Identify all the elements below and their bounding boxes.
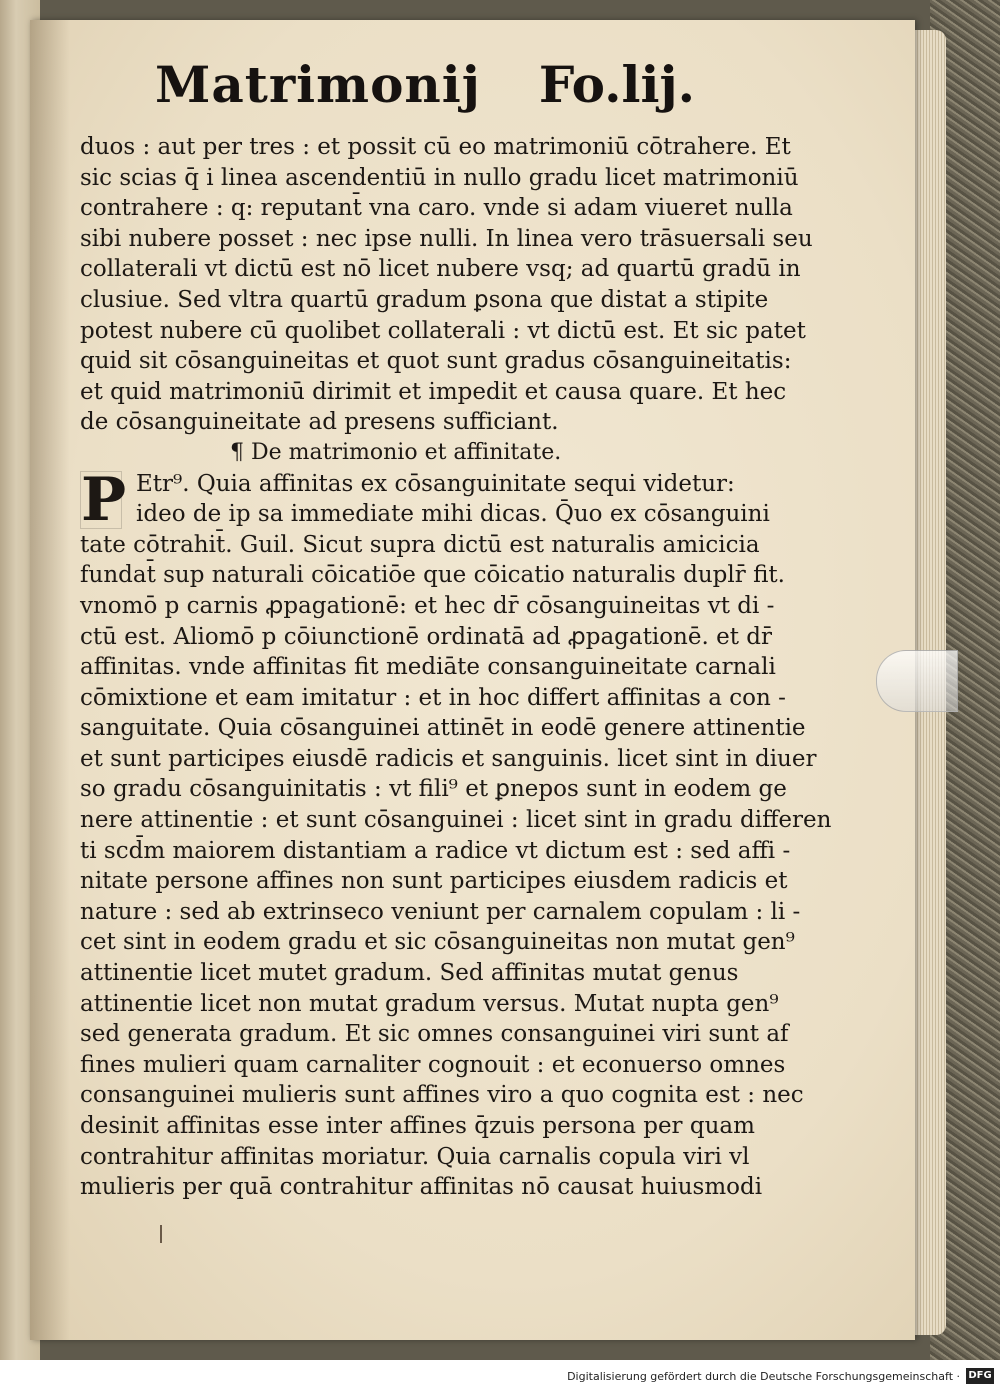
text-line: affinitas. vnde affinitas fit mediāte consanguineitate carnali — [80, 654, 776, 681]
text-line: attinentie licet non mutat gradum versus. Mutat nupta gen⁹ — [80, 990, 779, 1017]
text-line: potest nubere cū quolibet collaterali : vt dictū est. Et sic patet — [80, 317, 806, 344]
text-line: tate cōtrahit̄. Guil. Sicut supra dictū est naturalis amicicia — [80, 531, 760, 558]
text-line: contrahitur affinitas moriatur. Quia carnalis copula viri vl — [80, 1143, 750, 1170]
text-line: et quid matrimoniū dirimit et impedit et causa quare. Et hec — [80, 378, 787, 405]
text-line: cet sint in eodem gradu et sic cōsanguineitas non mutat gen⁹ — [80, 929, 795, 956]
text-line: de cōsanguineitate ad presens sufficiant. — [80, 409, 559, 436]
section-heading: ¶ De matrimonio et affinitate. — [230, 439, 562, 465]
folio-number: Fo.lij. — [538, 55, 695, 114]
dfg-logo: DFG — [966, 1368, 994, 1384]
initial-paragraph — [80, 464, 770, 535]
text-line: sic scias q̄ i linea ascendentiū in nullo gradu licet matrimoniū — [80, 164, 799, 191]
text-line: mulieris per quā contrahitur affinitas nō causat huiusmodi — [80, 1174, 763, 1201]
text-line: clusiue. Sed vltra quartū gradum ꝑsona que distat a stipite — [80, 286, 769, 313]
text-line: ctū est. Aliomō p cōiunctionē ordinatā ad ꝓpagationē. et dr̄ — [80, 623, 772, 650]
running-header — [155, 55, 695, 125]
text-line: duos : aut per tres : et possit cū eo matrimoniū cōtrahere. Et — [80, 134, 791, 160]
text-line: nature : sed ab extrinseco veniunt per carnalem copulam : li - — [80, 898, 801, 925]
drop-cap: P — [81, 464, 127, 535]
page-mark — [160, 1225, 162, 1243]
digitization-footer — [0, 1368, 1000, 1388]
text-line: fines mulieri quam carnaliter cognouit : et econuerso omnes — [80, 1051, 786, 1078]
text-line: fundat̄ sup naturali cōicatiōe que cōicatio naturalis duplr̄ fit. — [80, 562, 785, 589]
page-gutter — [30, 20, 70, 1340]
text-line: sanguitate. Quia cōsanguinei attinēt in eodē genere attinentie — [80, 715, 806, 742]
text-line: sibi nubere posset : nec ipse nulli. In linea vero trāsuersali seu — [80, 225, 813, 252]
text-line: vnomō p carnis ꝓpagationē: et hec dr̄ cōsanguineitas vt di - — [80, 592, 775, 619]
text-line: Etr⁹. Quia affinitas ex cōsanguinitate sequi videtur: — [136, 470, 735, 497]
text-line: ti scd̄m maiorem distantiam a radice vt dictum est : sed affi - — [80, 837, 791, 864]
text-line: quid sit cōsanguineitas et quot sunt gradus cōsanguineitatis: — [80, 348, 792, 375]
text-line: cōmixtione et eam imitatur : et in hoc differt affinitas a con - — [80, 684, 786, 711]
text-line: so gradu cōsanguinitatis : vt fili⁹ et ꝑnepos sunt in eodem ge — [80, 776, 787, 803]
text-line: nitate persone affines non sunt participes eiusdem radicis et — [80, 868, 788, 895]
text-line: consanguinei mulieris sunt affines viro a quo cognita est : nec — [80, 1082, 804, 1109]
text-line: attinentie licet mutet gradum. Sed affinitas mutat genus — [80, 960, 739, 987]
funding-credit: Digitalisierung gefördert durch die Deutsche Forschungsgemeinschaft · — [567, 1370, 960, 1383]
text-line: desinit affinitas esse inter affines q̄zuis persona per quam — [80, 1113, 755, 1139]
text-line: nere attinentie : et sunt cōsanguinei : licet sint in gradu differen — [80, 807, 832, 834]
text-block — [80, 132, 832, 1203]
text-line: ideo de ip sa immediate mihi dicas. Q̄uo ex cōsanguini — [136, 501, 770, 528]
text-line: et sunt participes eiusdē radicis et sanguinis. licet sint in diuer — [80, 745, 817, 772]
text-line: contrahere : q: reputant̄ vna caro. vnde si adam viueret nulla — [80, 195, 793, 222]
running-title: Matrimonij — [155, 55, 481, 114]
text-line: collaterali vt dictū est nō licet nubere vsq; ad quartū gradū in — [80, 256, 801, 283]
text-line: sed generata gradum. Et sic omnes consanguinei viri sunt af — [80, 1021, 789, 1048]
page-clip — [876, 650, 958, 712]
